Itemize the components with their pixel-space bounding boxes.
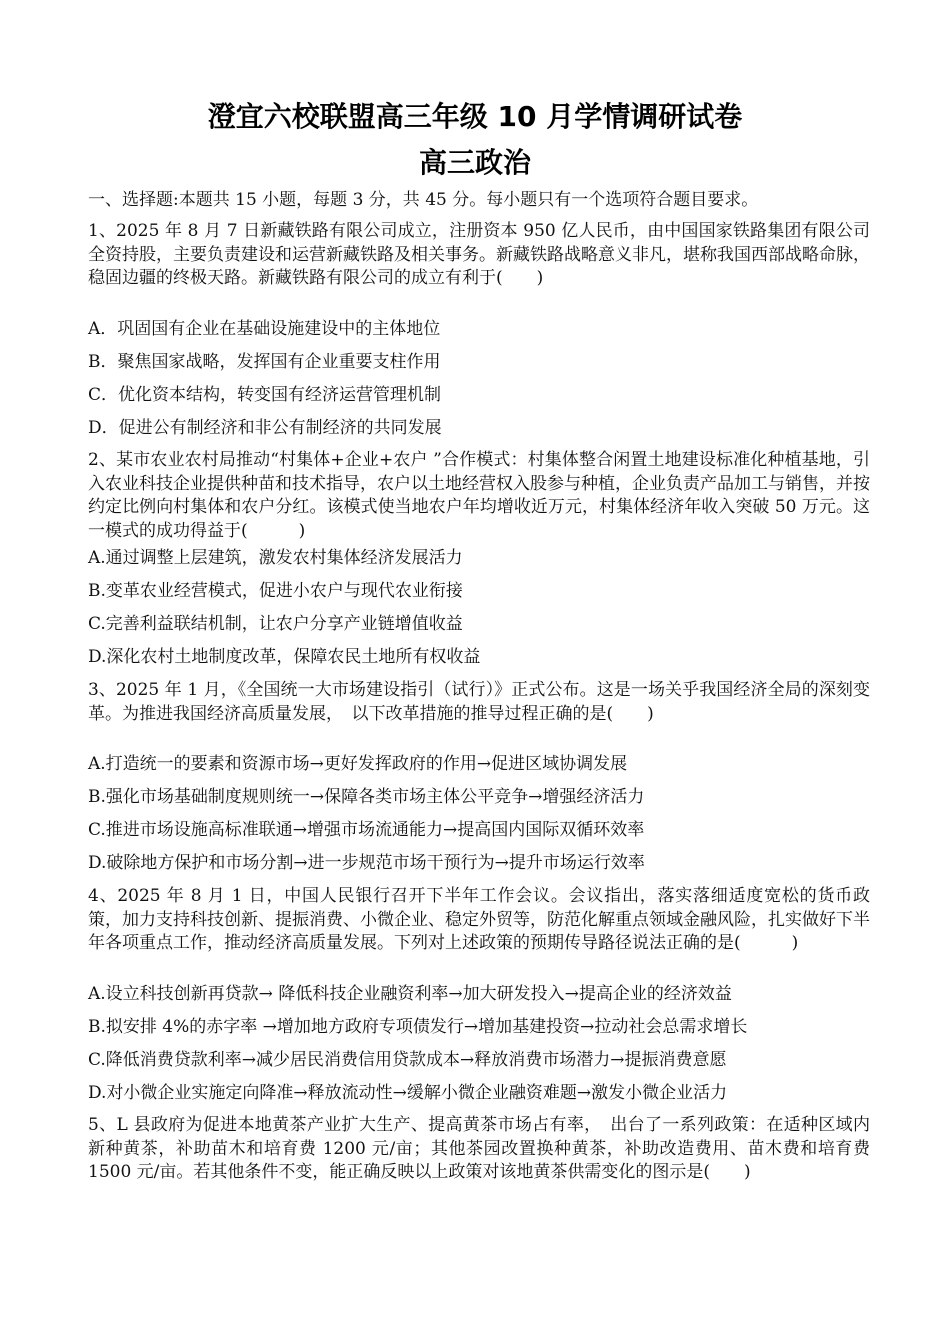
question-2-option-c: C.完善利益联结机制，让农户分享产业链增值收益 bbox=[88, 614, 463, 634]
question-4-option-c: C.降低消费贷款利率→减少居民消费信用贷款成本→释放消费市场潜力→提振消费意愿 bbox=[88, 1050, 727, 1070]
exam-title: 澄宜六校联盟高三年级 10 月学情调研试卷 bbox=[207, 100, 743, 133]
question-3-option-a: A.打造统一的要素和资源市场→更好发挥政府的作用→促进区域协调发展 bbox=[88, 754, 628, 774]
question-1-option-b: B．聚焦国家战略，发挥国有企业重要支柱作用 bbox=[88, 352, 441, 372]
question-3-option-c: C.推进市场设施高标准联通→增强市场流通能力→提高国内国际双循环效率 bbox=[88, 820, 645, 840]
question-4-option-d: D.对小微企业实施定向降准→释放流动性→缓解小微企业融资难题→激发小微企业活力 bbox=[88, 1083, 728, 1103]
question-3-stem: 3、2025 年 1 月，《全国统一大市场建设指引（试行）》正式公布。这是一场关乎我国经济全局的深刻变革。为推进我国经济高质量发展， 以下改革措施的推导过程正确的是( ) bbox=[88, 680, 870, 724]
exam-subject: 高三政治 bbox=[418, 146, 531, 179]
question-4-stem: 4、2025 年 8 月 1 日，中国人民银行召开下半年工作会议。会议指出，落实落细适度宽松的货币政策，加力支持科技创新、提振消费、小微企业、稳定外贸等，防范化解重点领域金融风险，扎实做好下半年各项重点工作，推动经济高质量发展。下列对上述政策的预期传导路径说法正确的是( ) bbox=[88, 886, 870, 953]
section-instructions: 一、选择题:本题共 15 小题，每题 3 分，共 45 分。每小题只有一个选项符合题目要求。 bbox=[88, 190, 759, 210]
question-1-option-c: C．优化资本结构，转变国有经济运营管理机制 bbox=[88, 385, 442, 405]
question-2-stem: 2、某市农业农村局推动“村集体+企业+农户 ”合作模式：村集体整合闲置土地建设标准化种植基地，引入农业科技企业提供种苗和技术指导，农户以土地经营权入股参与种植，企业负责产品加工与销售，并按约定比例向村集体和农户分红。该模式使当地农户年均增收近万元，村集体经济年收入突破 50 万元。这一模式的成功得益于( ) bbox=[88, 450, 870, 541]
question-4-option-b: B.拟安排 4%的赤字率 →增加地方政府专项债发行→增加基建投资→拉动社会总需求增长 bbox=[88, 1017, 748, 1037]
question-3-option-b: B.强化市场基础制度规则统一→保障各类市场主体公平竞争→增强经济活力 bbox=[88, 787, 645, 807]
question-2-option-d: D.深化农村土地制度改革，保障农民土地所有权收益 bbox=[88, 647, 481, 667]
question-5-stem: 5、L 县政府为促进本地黄茶产业扩大生产、提高黄茶市场占有率， 出台了一系列政策：在适种区域内新种黄茶，补助苗木和培育费 1200 元/亩；其他茶园改置换种黄茶，补助改造费用、苗木费和培育费 1500 元/亩。若其他条件不变，能正确反映以上政策对该地黄茶供需变化的图示是( ) bbox=[88, 1115, 870, 1182]
question-2-option-b: B.变革农业经营模式，促进小农户与现代农业衔接 bbox=[88, 581, 463, 601]
question-1-option-a: A．巩固国有企业在基础设施建设中的主体地位 bbox=[88, 319, 441, 339]
question-3-option-d: D.破除地方保护和市场分割→进一步规范市场干预行为→提升市场运行效率 bbox=[88, 853, 645, 873]
question-4-option-a: A.设立科技创新再贷款→ 降低科技企业融资利率→加大研发投入→提高企业的经济效益 bbox=[88, 984, 732, 1004]
question-1-option-d: D．促进公有制经济和非公有制经济的共同发展 bbox=[88, 418, 442, 438]
question-1-stem: 1、2025 年 8 月 7 日新藏铁路有限公司成立，注册资本 950 亿人民币，由中国国家铁路集团有限公司全资持股，主要负责建设和运营新藏铁路及相关事务。新藏铁路战略意义非凡，堪称我国西部战略命脉，稳固边疆的终极天路。新藏铁路有限公司的成立有利于( ) bbox=[88, 221, 870, 288]
question-2-option-a: A.通过调整上层建筑，激发农村集体经济发展活力 bbox=[88, 548, 463, 568]
